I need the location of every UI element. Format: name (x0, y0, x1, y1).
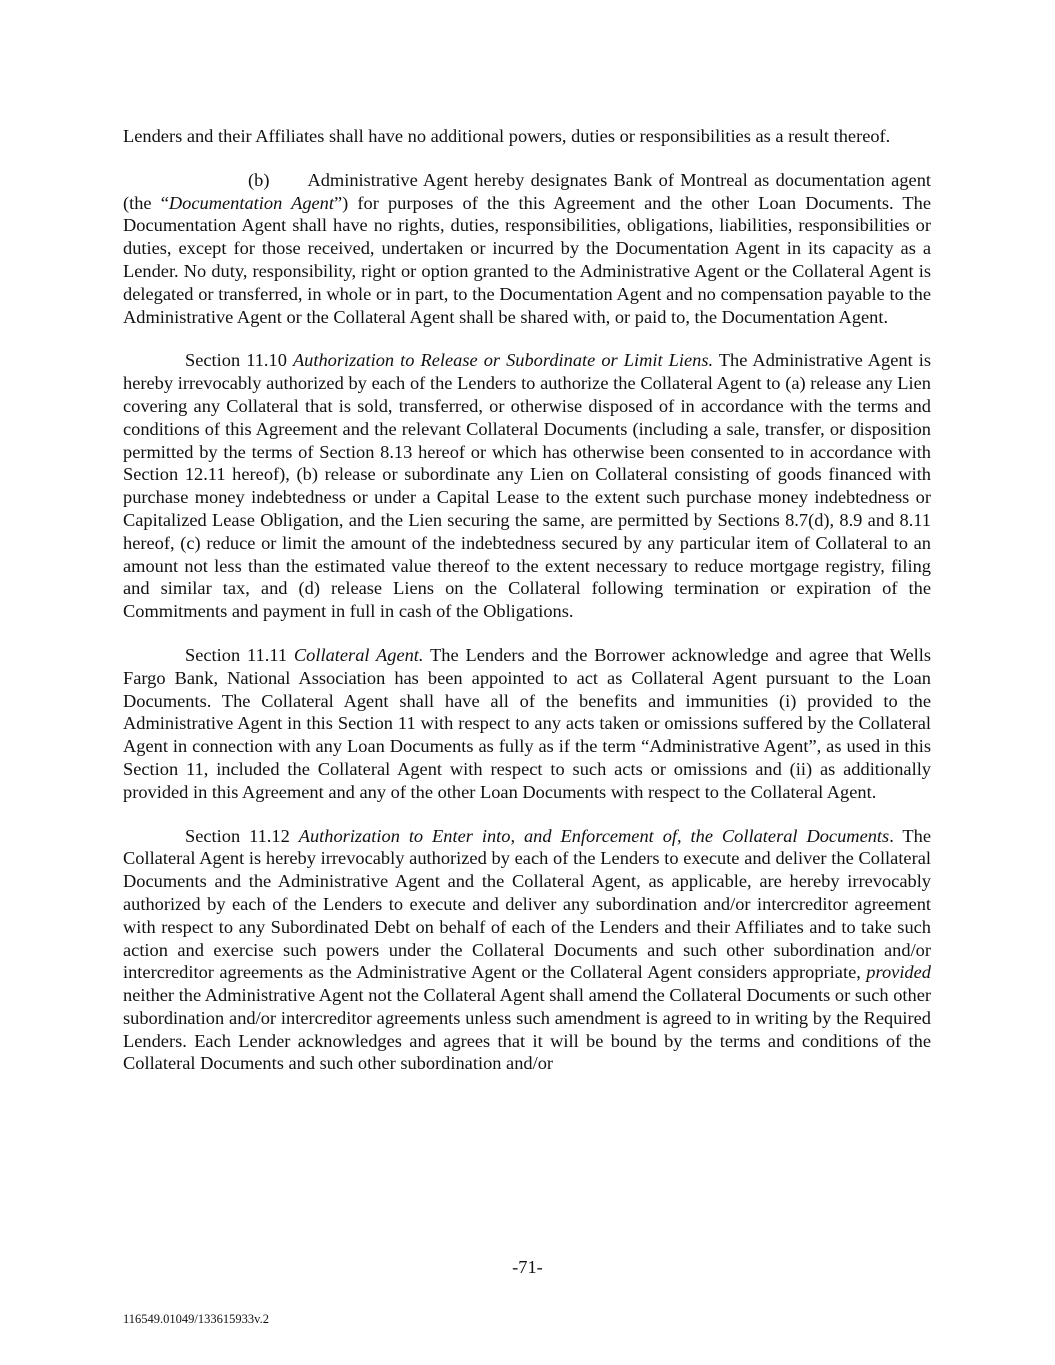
section-heading: Authorization to Release or Subordinate or Limit Liens. (292, 350, 714, 371)
section-number: Section 11.12 (185, 825, 290, 846)
paragraph-text: Lenders and their Affiliates shall have no additional powers, duties or responsibilities as a result thereof. (123, 126, 891, 146)
paragraph-documentation-agent (123, 169, 931, 329)
paragraph-continuation (123, 125, 931, 148)
document-body (123, 125, 931, 1075)
section-text: The Administrative Agent is hereby irrevocably authorized by each of the Lenders to authorize the Collateral Agent to (a) release any Lien covering any Collateral that is sold, transferred, or otherwise disposed of in accordance with the terms and conditions of this Agreement and the relevant Collateral Documents (including a sale, transfer, or disposition permitted by the terms of Section 8.13 hereof or which has otherwise been consented to in accordance with Section 12.11 hereof), (b) release or subordinate any Lien on Collateral consisting of goods financed with purchase money indebtedness or under a Capital Lease to the extent such purchase money indebtedness or Capitalized Lease Obligation, and the Lien securing the same, are permitted by Sections 8.7(d), 8.9 and 8.11 hereof, (c) reduce or limit the amount of the indebtedness secured by any particular item of Collateral to an amount not less than the estimated value thereof to the extent necessary to reduce mortgage registry, filing and similar tax, and (d) release Liens on the Collateral following termination or expiration of the Commitments and payment in full in cash of the Obligations. (123, 350, 932, 622)
section-heading: Authorization to Enter into, and Enforcement of, the Collateral Documents (298, 825, 890, 846)
clause-label: (b) (248, 169, 270, 190)
section-number: Section 11.11 (185, 644, 288, 665)
section-11-12 (123, 825, 931, 1076)
paragraph-text: Administrative Agent hereby designates Bank of Montreal as documentation agent (the “ (123, 169, 931, 213)
defined-term: Documentation Agent (168, 192, 334, 213)
paragraph-text: ”) for purposes of the this Agreement and the other Loan Documents. The Documentation Agent shall have no rights, duties, responsibilities, obligations, liabilities, responsibilities or duties, except for those received, undertaken or incurred by the Documentation Agent in its capacity as a Lender. No duty, responsibility, right or option granted to the Administrative Agent or the Collateral Agent is delegated or transferred, in whole or in part, to the Documentation Agent and no compensation payable to the Administrative Agent or the Collateral Agent shall be shared with, or paid to, the Documentation Agent. (123, 192, 931, 327)
section-heading: Collateral Agent. (293, 644, 424, 665)
section-11-11 (123, 644, 931, 804)
section-11-10 (123, 349, 931, 623)
section-number: Section 11.10 (185, 350, 287, 371)
provided-term: provided (866, 962, 931, 983)
section-text: . The Collateral Agent is hereby irrevocably authorized by each of the Lenders to execute and deliver the Collateral Documents and the Administrative Agent and the Collateral Agent, as applicable, are hereby irrevocably authorized by each of the Lenders to execute and deliver any subordination and/or intercreditor agreement with respect to any Subordinated Debt on behalf of each of the Lenders and their Affiliates and to take such action and exercise such powers under the Collateral Documents and such other subordination and/or intercreditor agreements as the Administrative Agent or the Collateral Agent considers appropriate, (123, 825, 931, 983)
section-text: The Lenders and the Borrower acknowledge and agree that Wells Fargo Bank, National Association has been appointed to act as Collateral Agent pursuant to the Loan Documents. The Collateral Agent shall have all of the benefits and immunities (i) provided to the Administrative Agent in this Section 11 with respect to any acts taken or omissions suffered by the Collateral Agent in connection with any Loan Documents as fully as if the term “Administrative Agent”, as used in this Section 11, included the Collateral Agent with respect to such acts or omissions and (ii) as additionally provided in this Agreement and any of the other Loan Documents with respect to the Collateral Agent. (123, 644, 932, 802)
document-id: 116549.01049/133615933v.2 (123, 1312, 269, 1326)
section-text: neither the Administrative Agent not the Collateral Agent shall amend the Collateral Documents or such other subordination and/or intercreditor agreements unless such amendment is agreed to in writing by the Required Lenders. Each Lender acknowledges and agrees that it will be bound by the terms and conditions of the Collateral Documents and such other subordination and/or (123, 985, 931, 1074)
page-number: -71- (512, 1257, 543, 1277)
